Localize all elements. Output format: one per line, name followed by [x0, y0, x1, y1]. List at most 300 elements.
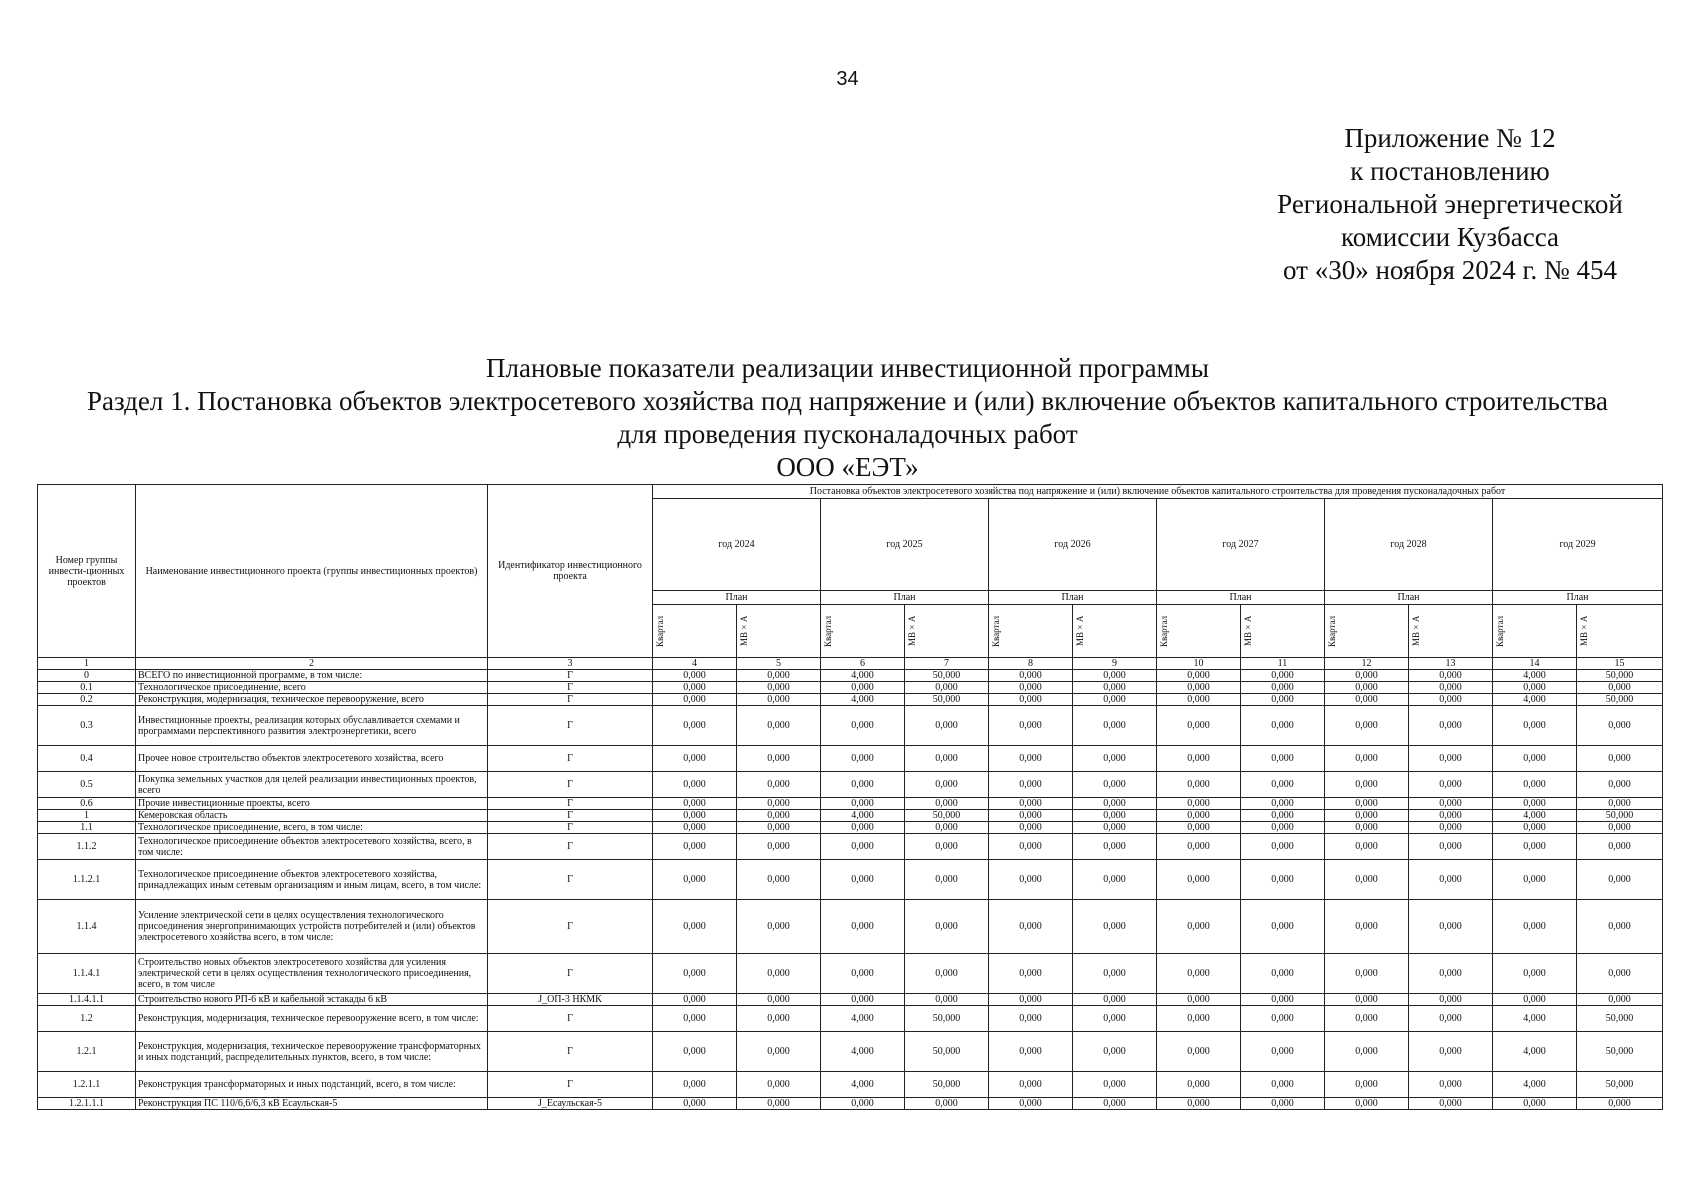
title-line: для проведения пусконаладочных работ	[617, 419, 1078, 449]
column-number: 1	[38, 658, 136, 670]
row-identifier: J_ОП-3 НКМК	[488, 994, 653, 1006]
row-value: 0,000	[737, 772, 821, 798]
row-value: 0,000	[1325, 694, 1409, 706]
header-quarter-label: Квартал	[655, 615, 665, 647]
row-identifier: Г	[488, 682, 653, 694]
row-value: 0,000	[821, 1098, 905, 1110]
row-value: 0,000	[1241, 1032, 1325, 1072]
table-row	[38, 954, 1663, 994]
table-row	[38, 834, 1663, 860]
row-value: 0,000	[1241, 834, 1325, 860]
row-value: 0,000	[737, 822, 821, 834]
row-value: 0,000	[1157, 682, 1241, 694]
column-number: 2	[136, 658, 488, 670]
appendix-line: комиссии Кузбасса	[1340, 222, 1560, 252]
header-quarter	[1493, 605, 1577, 658]
row-project-name: Технологическое присоединение объектов электросетевого хозяйства, всего, в том числе:	[136, 834, 488, 860]
row-value: 0,000	[1493, 860, 1577, 900]
row-value: 0,000	[1241, 746, 1325, 772]
row-value: 0,000	[1409, 834, 1493, 860]
row-value: 0,000	[737, 900, 821, 954]
header-year: год 2024	[653, 499, 821, 591]
row-value: 0,000	[737, 1072, 821, 1098]
row-number: 1.1.4	[38, 900, 136, 954]
row-value: 0,000	[821, 834, 905, 860]
row-identifier: Г	[488, 746, 653, 772]
header-quarter-label: Квартал	[1495, 615, 1505, 647]
row-value: 0,000	[1409, 954, 1493, 994]
row-value: 4,000	[821, 670, 905, 682]
row-value: 0,000	[653, 954, 737, 994]
row-value: 0,000	[1325, 1098, 1409, 1110]
row-number: 1.2	[38, 1006, 136, 1032]
row-value: 0,000	[653, 900, 737, 954]
row-project-name: Строительство нового РП-6 кВ и кабельной эстакады 6 кВ	[136, 994, 488, 1006]
row-value: 0,000	[1409, 822, 1493, 834]
row-value: 0,000	[1073, 822, 1157, 834]
row-value: 0,000	[1409, 706, 1493, 746]
row-project-name: Строительство новых объектов электросетевого хозяйства для усиления электрической сети в целях осуществления технологического присоединения, всего, в том числе	[136, 954, 488, 994]
row-value: 0,000	[1409, 694, 1493, 706]
column-number: 12	[1325, 658, 1409, 670]
row-value: 0,000	[1325, 954, 1409, 994]
row-value: 0,000	[1325, 822, 1409, 834]
row-value: 4,000	[821, 694, 905, 706]
row-value: 0,000	[1157, 900, 1241, 954]
row-value: 0,000	[1073, 1006, 1157, 1032]
header-plan: План	[653, 591, 821, 605]
row-number: 1.1.4.1	[38, 954, 136, 994]
company-name: ООО «ЕЭТ»	[776, 452, 919, 482]
row-value: 0,000	[1073, 772, 1157, 798]
row-value: 4,000	[821, 1006, 905, 1032]
row-value: 0,000	[1493, 772, 1577, 798]
appendix-line: Приложение № 12	[1344, 123, 1556, 153]
row-value: 0,000	[653, 1006, 737, 1032]
document-title	[0, 352, 1695, 484]
table-row	[38, 1032, 1663, 1072]
column-number: 4	[653, 658, 737, 670]
row-identifier: Г	[488, 810, 653, 822]
row-value: 4,000	[1493, 810, 1577, 822]
row-value: 0,000	[737, 1032, 821, 1072]
row-number: 1.2.1.1.1	[38, 1098, 136, 1110]
appendix-block	[1240, 122, 1660, 287]
row-value: 4,000	[1493, 1006, 1577, 1032]
row-value: 0,000	[1577, 822, 1663, 834]
header-mva-label: МВ×А	[1579, 615, 1589, 647]
row-number: 0.3	[38, 706, 136, 746]
row-value: 0,000	[1493, 746, 1577, 772]
header-year: год 2029	[1493, 499, 1663, 591]
column-number: 7	[905, 658, 989, 670]
row-value: 0,000	[1409, 900, 1493, 954]
row-value: 0,000	[1409, 670, 1493, 682]
row-value: 0,000	[1493, 706, 1577, 746]
row-project-name: Усиление электрической сети в целях осуществления технологического присоединения энергопринимающих устройств потребителей и (или) объектов электросетевого хозяйства всего, в том числе:	[136, 900, 488, 954]
row-number: 1.2.1	[38, 1032, 136, 1072]
row-value: 0,000	[905, 746, 989, 772]
row-project-name: Прочее новое строительство объектов электросетевого хозяйства, всего	[136, 746, 488, 772]
row-value: 0,000	[1157, 834, 1241, 860]
row-value: 0,000	[989, 670, 1073, 682]
row-value: 0,000	[1409, 810, 1493, 822]
table-row	[38, 798, 1663, 810]
row-project-name: Реконструкция трансформаторных и иных подстанций, всего, в том числе:	[136, 1072, 488, 1098]
row-value: 0,000	[821, 860, 905, 900]
title-line: Плановые показатели реализации инвестиционной программы	[486, 353, 1209, 383]
row-value: 0,000	[737, 994, 821, 1006]
row-value: 0,000	[1325, 772, 1409, 798]
row-value: 0,000	[653, 834, 737, 860]
row-project-name: Реконструкция ПС 110/6,6/6,3 кВ Есаульская-5	[136, 1098, 488, 1110]
header-quarter	[821, 605, 905, 658]
row-value: 0,000	[1325, 1006, 1409, 1032]
row-value: 0,000	[821, 798, 905, 810]
row-value: 0,000	[737, 746, 821, 772]
header-quarter	[1157, 605, 1241, 658]
row-value: 0,000	[821, 822, 905, 834]
header-quarter-label: Квартал	[1159, 615, 1169, 647]
row-value: 0,000	[1073, 682, 1157, 694]
row-value: 0,000	[1325, 834, 1409, 860]
row-value: 0,000	[1157, 822, 1241, 834]
row-value: 0,000	[1577, 860, 1663, 900]
row-value: 0,000	[989, 746, 1073, 772]
header-year: год 2027	[1157, 499, 1325, 591]
row-value: 0,000	[737, 670, 821, 682]
header-mva	[737, 605, 821, 658]
row-value: 0,000	[1073, 834, 1157, 860]
row-value: 0,000	[905, 798, 989, 810]
row-value: 0,000	[1493, 954, 1577, 994]
row-value: 0,000	[1577, 706, 1663, 746]
column-number: 3	[488, 658, 653, 670]
row-value: 0,000	[653, 772, 737, 798]
header-year: год 2025	[821, 499, 989, 591]
row-value: 0,000	[1157, 746, 1241, 772]
row-value: 0,000	[905, 706, 989, 746]
row-value: 0,000	[1325, 1072, 1409, 1098]
row-number: 1.1.2	[38, 834, 136, 860]
row-value: 0,000	[737, 834, 821, 860]
row-identifier: Г	[488, 670, 653, 682]
row-identifier: Г	[488, 706, 653, 746]
row-value: 0,000	[989, 682, 1073, 694]
row-value: 0,000	[1577, 954, 1663, 994]
header-mva-label: МВ×А	[739, 615, 749, 647]
row-value: 50,000	[1577, 1006, 1663, 1032]
row-value: 0,000	[1073, 746, 1157, 772]
row-value: 0,000	[737, 810, 821, 822]
table-row	[38, 900, 1663, 954]
header-quarter-label: Квартал	[1327, 615, 1337, 647]
header-year: год 2026	[989, 499, 1157, 591]
row-value: 0,000	[1325, 1032, 1409, 1072]
column-number: 9	[1073, 658, 1157, 670]
row-value: 50,000	[905, 670, 989, 682]
row-value: 0,000	[989, 798, 1073, 810]
row-number: 1.2.1.1	[38, 1072, 136, 1098]
row-value: 0,000	[737, 798, 821, 810]
row-value: 0,000	[989, 834, 1073, 860]
row-value: 0,000	[989, 994, 1073, 1006]
row-value: 0,000	[1073, 694, 1157, 706]
table-row	[38, 810, 1663, 822]
row-number: 1.1.4.1.1	[38, 994, 136, 1006]
row-value: 0,000	[821, 706, 905, 746]
column-number: 14	[1493, 658, 1577, 670]
table-row	[38, 822, 1663, 834]
row-identifier: Г	[488, 1072, 653, 1098]
row-value: 50,000	[1577, 670, 1663, 682]
row-identifier: Г	[488, 954, 653, 994]
row-value: 0,000	[1325, 994, 1409, 1006]
row-value: 0,000	[1493, 798, 1577, 810]
row-value: 0,000	[989, 822, 1073, 834]
row-value: 0,000	[653, 798, 737, 810]
row-value: 0,000	[1325, 900, 1409, 954]
row-value: 0,000	[1241, 706, 1325, 746]
row-number: 1.1	[38, 822, 136, 834]
row-value: 4,000	[821, 1072, 905, 1098]
row-value: 0,000	[1409, 682, 1493, 694]
row-value: 0,000	[1241, 994, 1325, 1006]
row-value: 50,000	[905, 810, 989, 822]
row-value: 0,000	[1073, 1072, 1157, 1098]
row-number: 0	[38, 670, 136, 682]
row-value: 50,000	[1577, 1072, 1663, 1098]
row-project-name: Реконструкция, модернизация, техническое перевооружение, всего	[136, 694, 488, 706]
row-value: 0,000	[1241, 682, 1325, 694]
row-value: 0,000	[1241, 900, 1325, 954]
row-value: 0,000	[1409, 746, 1493, 772]
header-quarter	[653, 605, 737, 658]
row-value: 0,000	[653, 1072, 737, 1098]
row-value: 0,000	[821, 772, 905, 798]
table-row	[38, 682, 1663, 694]
header-quarter-label: Квартал	[823, 615, 833, 647]
row-value: 0,000	[1409, 994, 1493, 1006]
header-plan: План	[1325, 591, 1493, 605]
row-value: 0,000	[989, 954, 1073, 994]
appendix-line: Региональной энергетической	[1277, 189, 1623, 219]
row-value: 0,000	[653, 746, 737, 772]
row-value: 0,000	[1493, 994, 1577, 1006]
table-row	[38, 670, 1663, 682]
row-value: 0,000	[1409, 1098, 1493, 1110]
row-value: 0,000	[989, 1006, 1073, 1032]
row-value: 0,000	[905, 900, 989, 954]
row-value: 0,000	[905, 954, 989, 994]
row-identifier: Г	[488, 1032, 653, 1072]
row-value: 0,000	[653, 860, 737, 900]
row-value: 0,000	[1577, 994, 1663, 1006]
row-value: 0,000	[737, 1006, 821, 1032]
row-value: 0,000	[737, 860, 821, 900]
column-number: 10	[1157, 658, 1241, 670]
row-value: 50,000	[1577, 810, 1663, 822]
row-identifier: J_Есаульская-5	[488, 1098, 653, 1110]
row-project-name: Технологическое присоединение объектов электросетевого хозяйства, принадлежащих иным сетевым организациям и иным лицам, всего, в том числе:	[136, 860, 488, 900]
row-value: 0,000	[1493, 682, 1577, 694]
row-value: 0,000	[1577, 834, 1663, 860]
row-project-name: Инвестиционные проекты, реализация которых обуславливается схемами и программами перспективного развития электроэнергетики, всего	[136, 706, 488, 746]
row-value: 0,000	[1073, 706, 1157, 746]
row-value: 0,000	[1325, 810, 1409, 822]
row-value: 50,000	[905, 1006, 989, 1032]
table-row	[38, 746, 1663, 772]
row-value: 0,000	[989, 810, 1073, 822]
header-quarter-label: Квартал	[991, 615, 1001, 647]
header-plan: План	[989, 591, 1157, 605]
row-identifier: Г	[488, 900, 653, 954]
row-value: 0,000	[1577, 1098, 1663, 1110]
row-project-name: Реконструкция, модернизация, техническое перевооружение трансформаторных и иных подстанций, распределительных пунктов, всего, в том числе:	[136, 1032, 488, 1072]
row-value: 0,000	[737, 1098, 821, 1110]
column-number: 11	[1241, 658, 1325, 670]
header-quarter	[1325, 605, 1409, 658]
row-value: 50,000	[1577, 694, 1663, 706]
row-value: 0,000	[1241, 1072, 1325, 1098]
row-project-name: Технологическое присоединение, всего	[136, 682, 488, 694]
row-value: 0,000	[1577, 798, 1663, 810]
row-value: 0,000	[1157, 1006, 1241, 1032]
row-value: 4,000	[821, 1032, 905, 1072]
row-identifier: Г	[488, 822, 653, 834]
row-number: 0.6	[38, 798, 136, 810]
investment-table	[37, 484, 1663, 1110]
row-identifier: Г	[488, 1006, 653, 1032]
row-value: 0,000	[1577, 772, 1663, 798]
header-mva	[1409, 605, 1493, 658]
row-value: 0,000	[653, 810, 737, 822]
row-value: 0,000	[1157, 810, 1241, 822]
row-value: 0,000	[1073, 1098, 1157, 1110]
row-value: 0,000	[653, 822, 737, 834]
row-value: 0,000	[1325, 860, 1409, 900]
row-identifier: Г	[488, 694, 653, 706]
header-plan: План	[821, 591, 989, 605]
row-value: 50,000	[905, 1032, 989, 1072]
row-value: 0,000	[989, 860, 1073, 900]
row-value: 0,000	[1493, 1098, 1577, 1110]
table-row	[38, 706, 1663, 746]
row-value: 0,000	[1409, 798, 1493, 810]
title-line: Раздел 1. Постановка объектов электросетевого хозяйства под напряжение и (или) включение объектов капитального строительства	[86, 386, 1609, 416]
header-mva	[1577, 605, 1663, 658]
row-value: 0,000	[1325, 706, 1409, 746]
row-value: 0,000	[905, 834, 989, 860]
header-identifier: Идентификатор инвестиционного проекта	[488, 485, 653, 658]
row-value: 0,000	[905, 682, 989, 694]
header-mva	[905, 605, 989, 658]
table-row	[38, 1098, 1663, 1110]
table-body	[38, 658, 1663, 1110]
table-row	[38, 1072, 1663, 1098]
row-value: 0,000	[653, 1098, 737, 1110]
row-value: 0,000	[1073, 798, 1157, 810]
row-value: 0,000	[1241, 1098, 1325, 1110]
table-row	[38, 994, 1663, 1006]
column-number: 5	[737, 658, 821, 670]
row-value: 0,000	[1409, 1072, 1493, 1098]
header-plan: План	[1493, 591, 1663, 605]
row-value: 0,000	[1241, 798, 1325, 810]
row-project-name: Технологическое присоединение, всего, в том числе:	[136, 822, 488, 834]
row-project-name: Кемеровская область	[136, 810, 488, 822]
row-value: 0,000	[989, 1072, 1073, 1098]
row-value: 0,000	[1073, 810, 1157, 822]
row-value: 0,000	[1157, 994, 1241, 1006]
row-value: 0,000	[1241, 1006, 1325, 1032]
row-value: 0,000	[1157, 954, 1241, 994]
row-value: 0,000	[1073, 900, 1157, 954]
row-value: 0,000	[989, 772, 1073, 798]
row-value: 0,000	[1241, 860, 1325, 900]
row-value: 0,000	[1241, 810, 1325, 822]
row-value: 50,000	[905, 1072, 989, 1098]
row-value: 0,000	[905, 994, 989, 1006]
row-value: 50,000	[1577, 1032, 1663, 1072]
table-row	[38, 860, 1663, 900]
row-value: 0,000	[737, 694, 821, 706]
row-project-name: Покупка земельных участков для целей реализации инвестиционных проектов, всего	[136, 772, 488, 798]
row-identifier: Г	[488, 834, 653, 860]
header-plan: План	[1157, 591, 1325, 605]
row-value: 0,000	[1157, 1072, 1241, 1098]
column-number: 13	[1409, 658, 1493, 670]
row-value: 0,000	[1241, 670, 1325, 682]
row-value: 4,000	[1493, 1072, 1577, 1098]
row-value: 0,000	[821, 900, 905, 954]
column-number: 8	[989, 658, 1073, 670]
header-quarter	[989, 605, 1073, 658]
row-identifier: Г	[488, 798, 653, 810]
row-value: 0,000	[1241, 822, 1325, 834]
row-value: 0,000	[1157, 798, 1241, 810]
row-value: 0,000	[1577, 900, 1663, 954]
row-value: 4,000	[1493, 670, 1577, 682]
row-value: 0,000	[1073, 1032, 1157, 1072]
row-value: 0,000	[1073, 670, 1157, 682]
row-value: 0,000	[1073, 994, 1157, 1006]
row-value: 0,000	[1325, 746, 1409, 772]
row-value: 0,000	[1325, 682, 1409, 694]
row-value: 0,000	[1493, 900, 1577, 954]
header-year: год 2028	[1325, 499, 1493, 591]
row-value: 0,000	[653, 694, 737, 706]
row-value: 0,000	[989, 900, 1073, 954]
appendix-line: к постановлению	[1350, 156, 1550, 186]
header-mva	[1073, 605, 1157, 658]
row-value: 0,000	[989, 706, 1073, 746]
row-value: 0,000	[989, 694, 1073, 706]
row-value: 0,000	[1241, 954, 1325, 994]
column-number: 6	[821, 658, 905, 670]
row-value: 0,000	[989, 1032, 1073, 1072]
row-value: 0,000	[905, 822, 989, 834]
row-value: 0,000	[1157, 772, 1241, 798]
row-value: 0,000	[653, 682, 737, 694]
row-value: 0,000	[737, 682, 821, 694]
row-value: 0,000	[821, 994, 905, 1006]
row-number: 0.5	[38, 772, 136, 798]
row-value: 0,000	[1157, 860, 1241, 900]
row-value: 0,000	[737, 706, 821, 746]
row-value: 0,000	[905, 860, 989, 900]
row-number: 0.1	[38, 682, 136, 694]
